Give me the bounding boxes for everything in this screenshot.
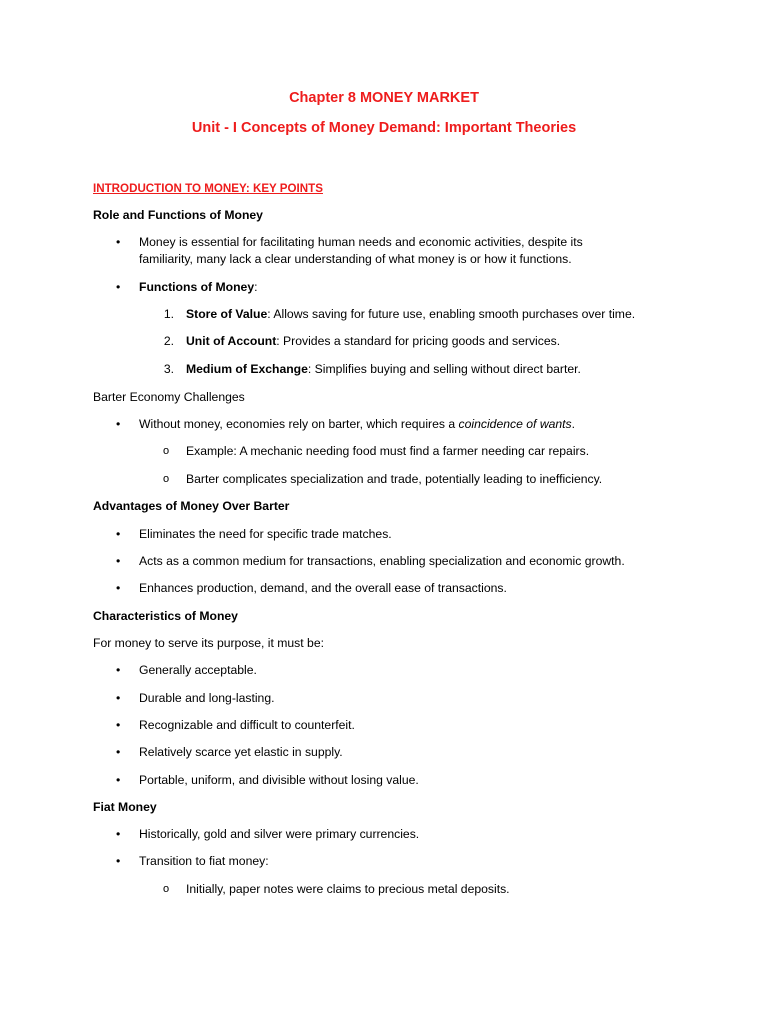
advantage-item: Eliminates the need for specific trade matches. (139, 527, 392, 541)
circle-bullet-glyph: o (163, 883, 170, 895)
intro-heading: INTRODUCTION TO MONEY: KEY POINTS (93, 182, 323, 195)
bullet-glyph: • (116, 417, 121, 431)
characteristic-item: Recognizable and difficult to counterfeit. (139, 718, 355, 732)
bullet-glyph: • (116, 773, 121, 787)
bullet-glyph: • (116, 527, 121, 541)
bullet-glyph: • (116, 827, 121, 841)
bullet-glyph: • (116, 663, 121, 677)
bullet-glyph: • (116, 581, 121, 595)
advantage-item: Enhances production, demand, and the overall ease of transactions. (139, 581, 507, 595)
circle-bullet-glyph: o (163, 445, 170, 457)
chapter-title: Chapter 8 MONEY MARKET (289, 90, 479, 106)
characteristic-item: Portable, uniform, and divisible without losing value. (139, 773, 419, 787)
function-term: Medium of Exchange (186, 362, 308, 376)
characteristics-heading: Characteristics of Money (93, 609, 238, 623)
barter-heading: Barter Economy Challenges (93, 390, 245, 404)
fiat-item: Transition to fiat money: (139, 854, 269, 868)
advantages-heading: Advantages of Money Over Barter (93, 499, 290, 513)
function-term: Store of Value (186, 307, 268, 321)
role-bullet-1-line-1: Money is essential for facilitating human needs and economic activities, despite its (139, 235, 583, 249)
functions-colon: : (254, 280, 258, 294)
function-term: Unit of Account (186, 334, 277, 348)
barter-sub-item: Example: A mechanic needing food must find a farmer needing car repairs. (186, 444, 590, 458)
bullet-glyph: • (116, 691, 121, 705)
bullet-glyph: • (116, 280, 121, 294)
list-number: 2. (163, 334, 174, 348)
bullet-glyph: • (116, 718, 121, 732)
coincidence-of-wants-term: coincidence of wants (458, 417, 572, 431)
barter-text: Without money, economies rely on barter, which requires a (139, 417, 459, 431)
function-item-store-of-value (186, 306, 635, 323)
functions-label: Functions of Money (139, 280, 255, 294)
fiat-sub-item: Initially, paper notes were claims to precious metal deposits. (186, 882, 510, 896)
list-number: 1. (163, 307, 174, 321)
characteristics-lead: For money to serve its purpose, it must be: (93, 636, 324, 650)
barter-bullet (139, 416, 575, 433)
bullet-glyph: • (116, 235, 121, 249)
bullet-glyph: • (116, 854, 121, 868)
advantage-item: Acts as a common medium for transactions, enabling specialization and economic growth. (139, 554, 625, 568)
characteristic-item: Durable and long-lasting. (139, 691, 275, 705)
fiat-item: Historically, gold and silver were primary currencies. (139, 827, 420, 841)
unit-title: Unit - I Concepts of Money Demand: Important Theories (191, 120, 577, 136)
circle-bullet-glyph: o (163, 473, 170, 485)
role-heading: Role and Functions of Money (93, 208, 263, 222)
function-item-unit-of-account (186, 333, 560, 350)
function-text: : Allows saving for future use, enabling smooth purchases over time. (267, 307, 636, 321)
bullet-glyph: • (116, 745, 121, 759)
role-bullet-1-line-2: familiarity, many lack a clear understanding of what money is or how it functions. (139, 252, 572, 266)
function-item-medium-of-exchange (186, 361, 581, 378)
fiat-heading: Fiat Money (93, 800, 157, 814)
functions-line (139, 279, 258, 296)
characteristic-item: Generally acceptable. (139, 663, 257, 677)
function-text: : Simplifies buying and selling without direct barter. (307, 362, 581, 376)
barter-sub-item: Barter complicates specialization and trade, potentially leading to inefficiency. (186, 472, 603, 486)
barter-period: . (571, 417, 576, 431)
list-number: 3. (163, 362, 174, 376)
characteristic-item: Relatively scarce yet elastic in supply. (139, 745, 343, 759)
function-text: : Provides a standard for pricing goods and services. (276, 334, 561, 348)
bullet-glyph: • (116, 554, 121, 568)
